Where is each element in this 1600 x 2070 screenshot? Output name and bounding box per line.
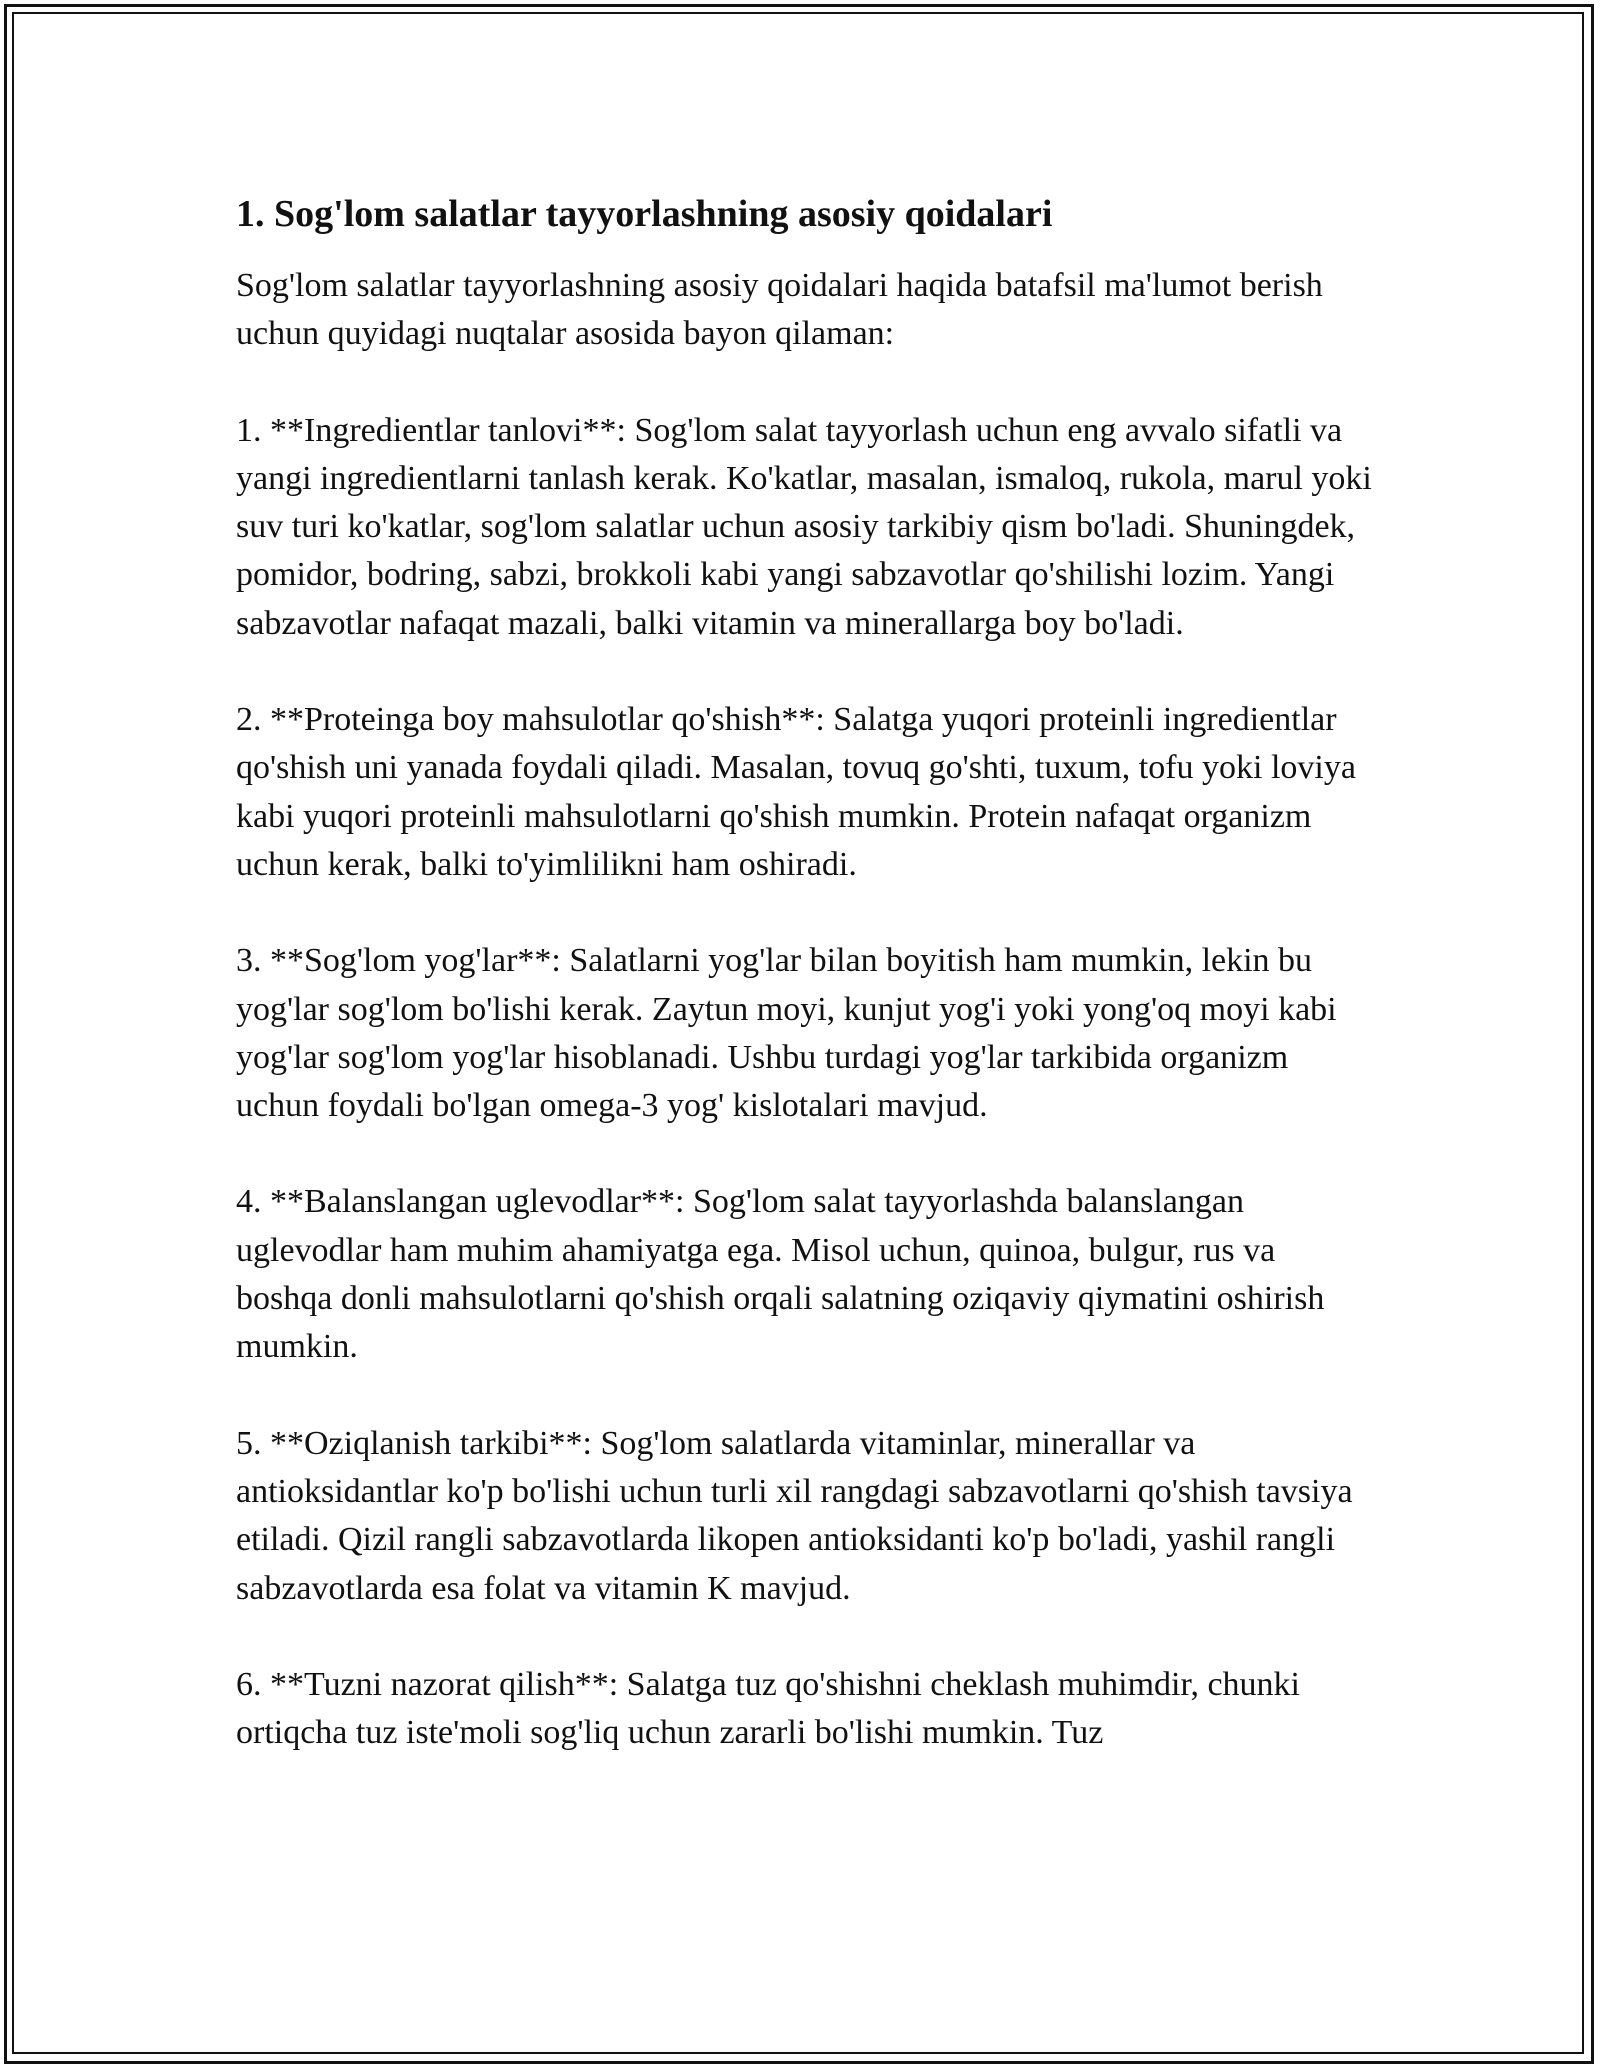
paragraph-carbohydrates: 4. **Balanslangan uglevodlar**: Sog'lom salat tayyorlashda balanslangan uglevodlar ham muhim ahamiyatga ega. Misol uchun, quinoa, bulgur, rus va boshqa donli mahsulotlarni qo'shish orqali salatning oziqaviy qiymatini oshirish mumkin.: [236, 1183, 1325, 1366]
section-heading: 1. Sog'lom salatlar tayyorlashning asosiy qoidalari: [236, 193, 1053, 235]
intro-paragraph: Sog'lom salatlar tayyorlashning asosiy qoidalari haqida batafsil ma'lumot berish uchun quyidagi nuqtalar asosida bayon qilaman:: [236, 267, 1323, 353]
paragraph-salt-control: 6. **Tuzni nazorat qilish**: Salatga tuz qo'shishni cheklash muhimdir, chunki ortiqcha tuz iste'moli sog'liq uchun zararli bo'lishi mumkin. Tuz: [236, 1665, 1300, 1752]
document-body: [236, 190, 1376, 1805]
paragraph-protein: 2. **Proteinga boy mahsulotlar qo'shish**: Salatga yuqori proteinli ingredientlar qo'shish uni yanada foydali qiladi. Masalan, tovuq go'shti, tuxum, tofu yoki loviya kabi yuqori proteinli mahsulotlarni qo'shish mumkin. Protein nafaqat organizm uchun kerak, balki to'yimlilikni ham oshiradi.: [236, 701, 1356, 883]
paragraph-nutrition: 5. **Oziqlanish tarkibi**: Sog'lom salatlarda vitaminlar, minerallar va antioksidantlar ko'p bo'lishi uchun turli xil rangdagi sabzavotlarni qo'shish tavsiya etiladi. Qizil rangli sabzavotlarda likopen antioksidanti ko'p bo'ladi, yashil rangli sabzavotlarda esa folat va vitamin K mavjud.: [236, 1424, 1353, 1607]
paragraph-healthy-fats: 3. **Sog'lom yog'lar**: Salatlarni yog'lar bilan boyitish ham mumkin, lekin bu yog'lar sog'lom bo'lishi kerak. Zaytun moyi, kunjut yog'i yoki yong'oq moyi kabi yog'lar sog'lom yog'lar hisoblanadi. Ushbu turdagi yog'lar tarkibida organizm uchun foydali bo'lgan omega-3 yog' kislotalari mavjud.: [236, 942, 1337, 1125]
paragraph-ingredients: 1. **Ingredientlar tanlovi**: Sog'lom salat tayyorlash uchun eng avvalo sifatli va yangi ingredientlarni tanlash kerak. Ko'katlar, masalan, ismaloq, rukola, marul yoki suv turi ko'katlar, sog'lom salatlar uchun asosiy tarkibiy qism bo'ladi. Shuningdek, pomidor, bodring, sabzi, brokkoli kabi yangi sabzavotlar qo'shilishi lozim. Yangi sabzavotlar nafaqat mazali, balki vitamin va minerallarga boy bo'ladi.: [236, 411, 1372, 642]
